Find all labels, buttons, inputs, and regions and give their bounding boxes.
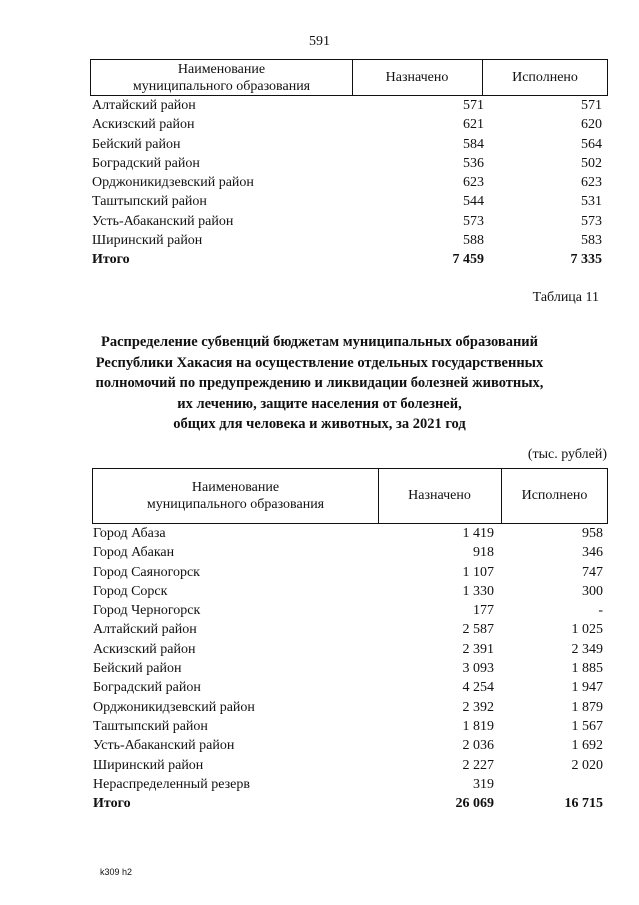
cell-assigned: 623 (463, 175, 484, 191)
table-row (92, 175, 604, 194)
cell-executed: 1 025 (571, 622, 603, 638)
cell-executed: 747 (582, 564, 603, 580)
cell-name: Ширинский район (93, 757, 204, 773)
cell-assigned: 2 391 (462, 641, 494, 657)
cell-executed: 623 (581, 175, 602, 191)
cell-name: Город Абакан (93, 545, 175, 561)
cell-name: Орджоникидзевский район (93, 699, 255, 715)
cell-executed: - (598, 603, 603, 619)
cell-assigned: 2 392 (462, 699, 494, 715)
table-row (93, 758, 604, 777)
table-row (92, 137, 604, 156)
cell-name: Орджоникидзевский район (92, 175, 254, 191)
table2-header-assigned: Назначено (408, 488, 471, 503)
table-row (93, 565, 604, 584)
units-note: (тыс. рублей) (527, 447, 607, 462)
table1-header (90, 59, 608, 96)
table2-header-executed: Исполнено (521, 488, 588, 503)
cell-executed: 1 879 (571, 699, 603, 715)
cell-name: Город Черногорск (93, 603, 201, 619)
total-row (92, 252, 604, 271)
table-caption: Таблица 11 (532, 290, 599, 305)
cell-name: Бейский район (93, 661, 182, 677)
cell-assigned: 177 (473, 603, 494, 619)
table-row (93, 738, 604, 757)
table-row (93, 584, 604, 603)
cell-executed: 564 (581, 136, 602, 152)
table-row (93, 526, 604, 545)
table-row (92, 194, 604, 213)
cell-executed: 7 335 (570, 252, 602, 268)
total-row (93, 796, 604, 815)
cell-name: Боградский район (92, 155, 200, 171)
cell-name: Боградский район (93, 680, 201, 696)
cell-name: Ширинский район (92, 233, 203, 249)
cell-assigned: 1 107 (462, 564, 494, 580)
table-row (93, 777, 604, 796)
table-row (93, 719, 604, 738)
cell-assigned: 2 036 (462, 738, 494, 754)
cell-executed: 1 567 (571, 718, 603, 734)
table2-header-name: Наименование муниципального образования (146, 480, 325, 512)
cell-assigned: 544 (463, 194, 484, 210)
cell-name: Таштыпский район (93, 718, 208, 734)
cell-assigned: 573 (463, 213, 484, 229)
table-row (92, 98, 604, 117)
cell-name: Усть-Абаканский район (93, 738, 235, 754)
footer-code: k309 h2 (100, 867, 133, 877)
table1-header-executed: Исполнено (512, 70, 578, 85)
table1-header-name: Наименование муниципального образования (132, 62, 311, 94)
cell-executed: 300 (582, 583, 603, 599)
table-row (92, 156, 604, 175)
cell-assigned: 7 459 (452, 252, 484, 268)
cell-executed: 2 020 (571, 757, 603, 773)
document-title: Распределение субвенций бюджетам муниципальных образований Республики Хакасия на осуществление отдельных государственных полномочий по предупреждению и ликвидации болезней животных, их лечению, защите населения от болезней, общих для человека и животных, за 2021 год (95, 334, 544, 432)
cell-name: Итого (92, 252, 130, 268)
cell-assigned: 536 (463, 155, 484, 171)
cell-assigned: 621 (463, 117, 484, 133)
cell-name: Таштыпский район (92, 194, 207, 210)
table1-header-assigned: Назначено (385, 70, 449, 85)
table-row (93, 661, 604, 680)
table-row (92, 233, 604, 252)
table-row (93, 603, 604, 622)
cell-executed: 1 885 (571, 661, 603, 677)
page-number: 591 (309, 34, 330, 49)
cell-assigned: 1 330 (462, 583, 494, 599)
cell-executed: 583 (581, 233, 602, 249)
cell-executed: 502 (581, 155, 602, 171)
cell-name: Алтайский район (92, 98, 196, 113)
cell-name: Аскизский район (93, 641, 196, 657)
table-row (93, 545, 604, 564)
table1-body (92, 98, 604, 272)
cell-name: Усть-Абаканский район (92, 213, 234, 229)
cell-assigned: 1 819 (462, 718, 494, 734)
cell-name: Итого (93, 796, 131, 812)
cell-assigned: 3 093 (462, 661, 494, 677)
table-row (93, 680, 604, 699)
cell-assigned: 918 (473, 545, 494, 561)
cell-executed: 573 (581, 213, 602, 229)
cell-name: Город Абаза (93, 526, 166, 541)
table-row (93, 642, 604, 661)
cell-executed: 1 947 (571, 680, 603, 696)
cell-executed: 531 (581, 194, 602, 210)
cell-name: Город Саяногорск (93, 564, 200, 580)
table-row (92, 214, 604, 233)
cell-assigned: 26 069 (455, 796, 494, 812)
cell-executed: 571 (581, 98, 602, 113)
table-row (93, 700, 604, 719)
table-row (93, 622, 604, 641)
cell-assigned: 571 (463, 98, 484, 113)
cell-executed: 2 349 (571, 641, 603, 657)
cell-executed: 346 (582, 545, 603, 561)
cell-name: Бейский район (92, 136, 181, 152)
cell-assigned: 4 254 (462, 680, 494, 696)
cell-executed: 1 692 (571, 738, 603, 754)
cell-name: Город Сорск (93, 583, 168, 599)
cell-name: Нераспределенный резерв (93, 776, 250, 792)
table-row (92, 117, 604, 136)
table2-header (92, 468, 608, 524)
cell-assigned: 1 419 (462, 526, 494, 541)
cell-name: Аскизский район (92, 117, 195, 133)
cell-assigned: 2 587 (462, 622, 494, 638)
cell-assigned: 588 (463, 233, 484, 249)
cell-assigned: 584 (463, 136, 484, 152)
cell-executed: 16 715 (564, 796, 603, 812)
cell-assigned: 319 (473, 776, 494, 792)
table2-body (93, 526, 604, 815)
cell-name: Алтайский район (93, 622, 197, 638)
cell-executed: 620 (581, 117, 602, 133)
cell-executed: 958 (582, 526, 603, 541)
cell-assigned: 2 227 (462, 757, 494, 773)
